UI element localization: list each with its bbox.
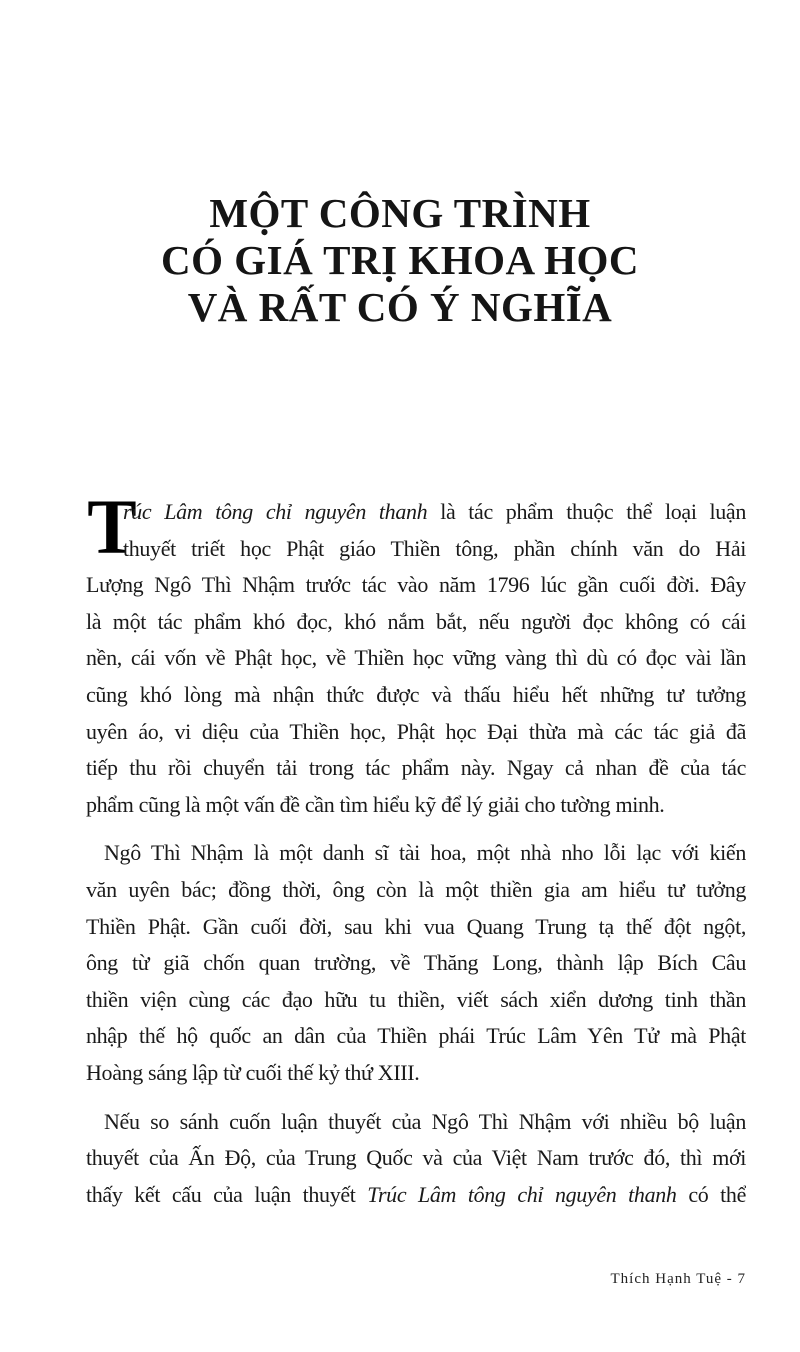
text-span: Thiền Phật. Gần cuối đời, sau khi vua Quang Trung tạ thế đột ngột,	[86, 913, 746, 939]
text-span: Nếu so sánh cuốn luận thuyết của Ngô Thì Nhậm với nhiều bộ luận	[104, 1108, 746, 1134]
text-line	[86, 1104, 746, 1141]
text-span: Ngô Thì Nhậm là một danh sĩ tài hoa, một nhà nho lỗi lạc với kiến	[104, 840, 746, 866]
text-line	[86, 640, 746, 677]
text-line	[86, 1055, 746, 1092]
title-line: MỘT CÔNG TRÌNH	[209, 190, 591, 236]
text-span: thiền viện cùng các đạo hữu tu thiền, viết sách xiển dương tinh thần	[86, 986, 746, 1012]
text-span: uyên áo, vi diệu của Thiền học, Phật học Đại thừa mà các tác giả đã	[86, 718, 746, 744]
drop-cap: T	[87, 483, 137, 570]
body-text	[86, 483, 746, 1213]
text-span: thuyết triết học Phật giáo Thiền tông, phần chính văn do Hải	[123, 535, 746, 561]
paragraph	[86, 1104, 746, 1214]
text-span: Lượng Ngô Thì Nhậm trước tác vào năm 1796 lúc gần cuối đời. Đây	[86, 572, 746, 598]
text-line	[86, 1177, 746, 1214]
text-line	[86, 604, 746, 641]
chapter-title	[0, 190, 800, 331]
text-span: văn uyên bác; đồng thời, ông còn là một thiền gia am hiểu tư tưởng	[86, 876, 746, 902]
text-line	[86, 835, 746, 872]
text-line	[86, 1018, 746, 1055]
text-span: nhập thế hộ quốc an dân của Thiền phái Trúc Lâm Yên Tử mà Phật	[86, 1023, 746, 1049]
text-span: thấy kết cấu của luận thuyết	[86, 1181, 368, 1207]
text-span: là một tác phẩm khó đọc, khó nắm bắt, nếu người đọc không có cái	[86, 608, 746, 634]
text-line	[86, 677, 746, 714]
title-line: CÓ GIÁ TRỊ KHOA HỌC	[160, 237, 640, 283]
text-span: thuyết của Ấn Độ, của Trung Quốc và của Việt Nam trước đó, thì mới	[86, 1145, 746, 1171]
text-line	[86, 982, 746, 1019]
text-line	[86, 787, 746, 824]
text-line	[86, 909, 746, 946]
paragraph-gap	[86, 1092, 746, 1104]
italic-book-title: Trúc Lâm tông chỉ nguyên thanh	[367, 1181, 677, 1207]
text-line	[86, 567, 746, 604]
text-line	[86, 872, 746, 909]
paragraph	[86, 835, 746, 1091]
text-line	[86, 750, 746, 787]
text-span: có thể	[676, 1181, 746, 1207]
italic-book-title: rúc Lâm tông chỉ nguyên thanh	[123, 499, 428, 524]
paragraph	[86, 483, 746, 823]
text-line	[86, 714, 746, 751]
text-span: cũng khó lòng mà nhận thức được và thấu hiểu hết những tư tưởng	[86, 681, 746, 707]
text-span: phẩm cũng là một vấn đề cần tìm hiểu kỹ để lý giải cho tường minh.	[86, 791, 665, 817]
text-line	[86, 945, 746, 982]
text-line	[86, 1140, 746, 1177]
text-line	[86, 494, 746, 531]
page-footer: Thích Hạnh Tuệ - 7	[610, 1271, 746, 1287]
text-span: ông từ giã chốn quan trường, về Thăng Long, thành lập Bích Câu	[86, 950, 746, 976]
text-span: tiếp thu rồi chuyển tải trong tác phẩm này. Ngay cả nhan đề của tác	[86, 755, 746, 781]
text-span: là tác phẩm thuộc thể loại luận	[427, 499, 746, 524]
text-span: Hoàng sáng lập từ cuối thế kỷ thứ XIII.	[86, 1059, 420, 1085]
text-line	[86, 531, 746, 568]
text-span: nền, cái vốn về Phật học, về Thiền học vững vàng thì dù có đọc vài lần	[86, 645, 746, 671]
paragraph-gap	[86, 823, 746, 835]
title-line: VÀ RẤT CÓ Ý NGHĨA	[187, 284, 613, 330]
